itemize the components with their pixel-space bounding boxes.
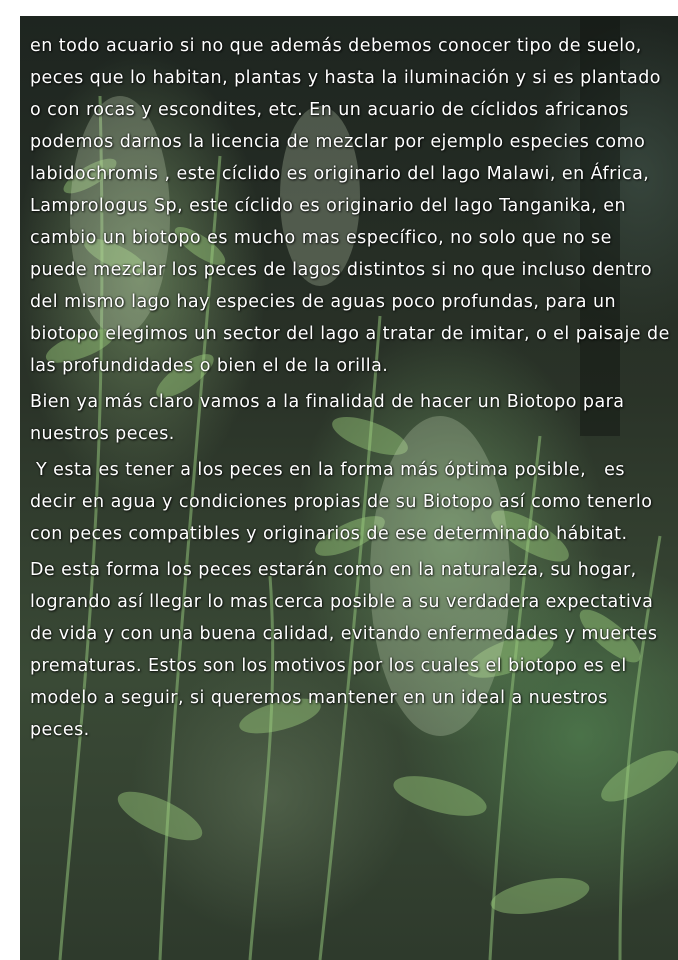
paragraph-optimal-conditions: Y esta es tener a los peces en la forma más óptima posible, es decir en agua y condiciones propias de su Biotopo así como tenerlo con peces compatibles y originarios de ese determinado hábitat.: [30, 460, 659, 544]
paragraph-intro: en todo acuario si no que además debemos conocer tipo de suelo, peces que lo habitan, plantas y hasta la iluminación y si es plantado o con rocas y escondites, etc. En un acuario de cíclidos africanos podemos darnos la licencia de mezclar por ejemplo especies como labidochromis , este cíclido es originario del lago Malawi, en África, Lamprologus Sp, este cíclido es originario del lago Tanganika, en cambio un biotopo es mucho mas específico, no solo que no se puede mezclar los peces de lagos distintos si no que incluso dentro del mismo lago hay especies de aguas poco profundas, para un biotopo elegimos un sector del lago a tratar de imitar, o el paisaje de las profundidades o bien el de la orilla.: [30, 36, 676, 376]
paragraph-benefits: De esta forma los peces estarán como en la naturaleza, su hogar, logrando así llegar lo mas cerca posible a su verdadera expectativa de vida y con una buena calidad, evitando enfermedades y muertes prematuras. Estos son los motivos por los cuales el biotopo es el modelo a seguir, si queremos mantener en un ideal a nuestros peces.: [30, 560, 664, 740]
paragraph-purpose: Bien ya más claro vamos a la finalidad de hacer un Biotopo para nuestros peces.: [30, 392, 631, 444]
article-text: [30, 30, 676, 750]
aquarium-photo-panel: [20, 16, 678, 960]
